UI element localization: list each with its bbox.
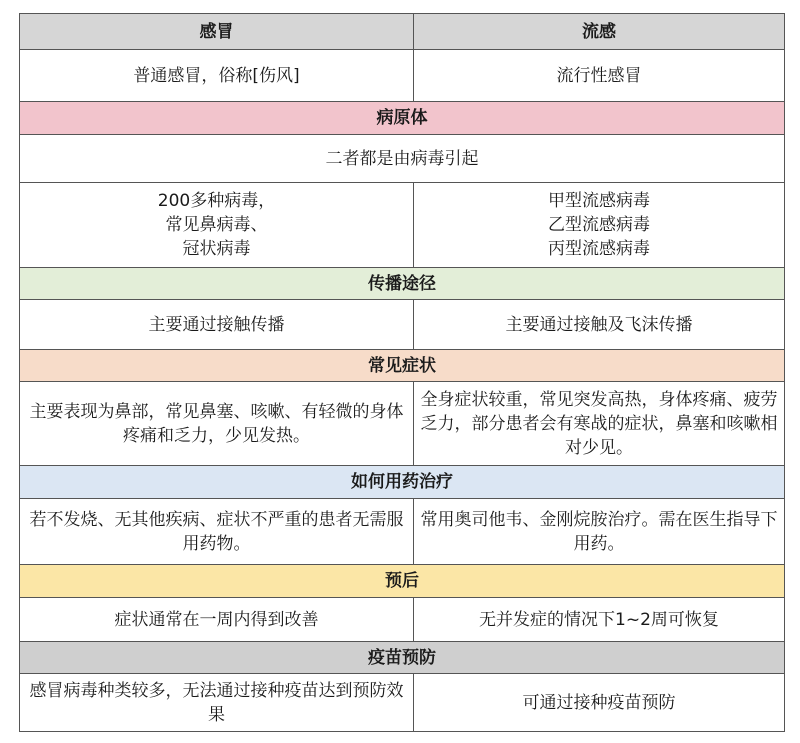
section-row-prognosis [20, 565, 785, 598]
prognosis-row [20, 598, 785, 642]
section-row-treatment [20, 466, 785, 499]
section-title-treatment: 如何用药治疗 [20, 466, 785, 499]
flu-treatment: 常用奥司他韦、金刚烷胺治疗。需在医生指导下用药。 [414, 499, 785, 565]
treatment-row [20, 499, 785, 565]
flu-prognosis: 无并发症的情况下1~2周可恢复 [414, 598, 785, 642]
flu-symptoms: 全身症状较重，常见突发高热，身体疼痛、疲劳乏力，部分患者会有寒战的症状，鼻塞和咳嗽相对少见。 [414, 382, 785, 466]
section-row-transmission [20, 268, 785, 300]
flu-vaccine: 可通过接种疫苗预防 [414, 674, 785, 732]
section-title-symptoms: 常见症状 [20, 350, 785, 382]
cold-treatment: 若不发烧、无其他疾病、症状不严重的患者无需服用药物。 [20, 499, 414, 565]
section-row-vaccine [20, 642, 785, 674]
section-title-pathogen: 病原体 [20, 102, 785, 135]
header-cold: 感冒 [20, 14, 414, 50]
pathogen-shared-row [20, 135, 785, 183]
pathogen-row [20, 183, 785, 268]
section-title-transmission: 传播途径 [20, 268, 785, 300]
flu-transmission: 主要通过接触及飞沫传播 [414, 300, 785, 350]
cold-transmission: 主要通过接触传播 [20, 300, 414, 350]
cold-symptoms: 主要表现为鼻部，常见鼻塞、咳嗽、有轻微的身体疼痛和乏力，少见发热。 [20, 382, 414, 466]
symptoms-row [20, 382, 785, 466]
cold-vs-flu-table [19, 13, 785, 732]
header-row [20, 14, 785, 50]
vaccine-row [20, 674, 785, 732]
flu-name: 流行性感冒 [414, 50, 785, 102]
cold-prognosis: 症状通常在一周内得到改善 [20, 598, 414, 642]
transmission-row [20, 300, 785, 350]
cold-pathogen: 200多种病毒， 常见鼻病毒、 冠状病毒 [20, 183, 414, 268]
flu-pathogen: 甲型流感病毒 乙型流感病毒 丙型流感病毒 [414, 183, 785, 268]
section-title-prognosis: 预后 [20, 565, 785, 598]
section-row-pathogen [20, 102, 785, 135]
header-flu: 流感 [414, 14, 785, 50]
pathogen-shared: 二者都是由病毒引起 [20, 135, 785, 183]
names-row [20, 50, 785, 102]
section-row-symptoms [20, 350, 785, 382]
cold-name: 普通感冒，俗称[伤风] [20, 50, 414, 102]
cold-vaccine: 感冒病毒种类较多，无法通过接种疫苗达到预防效果 [20, 674, 414, 732]
section-title-vaccine: 疫苗预防 [20, 642, 785, 674]
